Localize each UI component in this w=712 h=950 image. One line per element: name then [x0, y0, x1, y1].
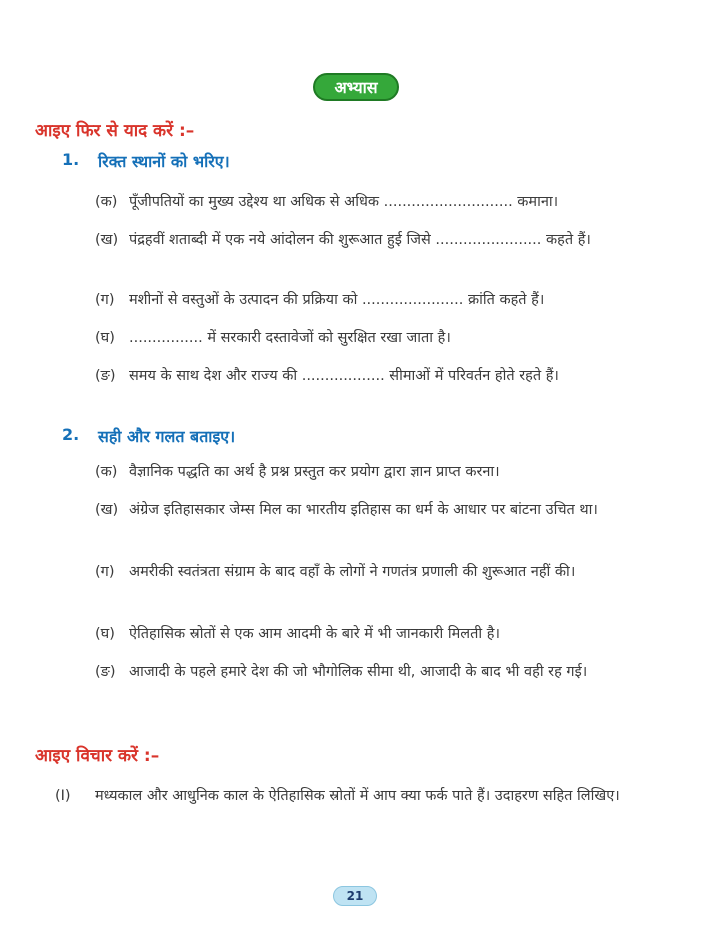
item-marker: (ख) [95, 502, 119, 518]
list-item [95, 364, 665, 388]
item-text: अमरीकी स्वतंत्रता संग्राम के बाद वहाँ के लोगों ने गणतंत्र प्रणाली की शुरूआत नहीं की। [129, 564, 576, 580]
item-text: मशीनों से वस्तुओं के उत्पादन की प्रक्रिया को ...................... क्रांति कहते हैं। [129, 292, 545, 308]
list-item [95, 498, 665, 522]
list-item [95, 326, 665, 350]
item-marker: (क) [95, 194, 118, 210]
list-item [95, 460, 665, 484]
item-text: अंग्रेज इतिहासकार जेम्स मिल का भारतीय इतिहास का धर्म के आधार पर बांटना उचित था। [129, 502, 598, 518]
item-text: समय के साथ देश और राज्य की .................. सीमाओं में परिवर्तन होते रहते हैं। [129, 368, 559, 384]
item-marker: (घ) [95, 626, 115, 642]
list-item [55, 784, 665, 809]
list-item [95, 660, 665, 684]
question-title: रिक्त स्थानों को भरिए। [98, 152, 230, 171]
list-item [95, 190, 665, 214]
item-marker: (घ) [95, 330, 115, 346]
item-text: पंद्रहवीं शताब्दी में एक नये आंदोलन की शुरूआत हुई जिसे ....................... कहते हैं। [129, 232, 591, 248]
item-marker: (ग) [95, 564, 115, 580]
list-item [95, 622, 665, 646]
list-item [95, 560, 665, 584]
think-heading: आइए विचार करें :– [35, 746, 160, 766]
list-item [95, 228, 665, 252]
item-marker: (ग) [95, 292, 115, 308]
item-marker: (ङ) [95, 368, 116, 384]
item-marker: (क) [95, 464, 118, 480]
list-item [95, 288, 665, 312]
item-marker: (ख) [95, 232, 119, 248]
item-text: ................ में सरकारी दस्तावेजों को सुरक्षित रखा जाता है। [129, 330, 451, 346]
question-title: सही और गलत बताइए। [98, 427, 236, 446]
recall-heading: आइए फिर से याद करें :– [35, 121, 195, 141]
question-1-heading [62, 150, 230, 172]
page-number: 21 [333, 886, 377, 906]
item-marker: (I) [55, 788, 71, 804]
question-number: 2. [62, 425, 80, 444]
item-text: ऐतिहासिक स्रोतों से एक आम आदमी के बारे में भी जानकारी मिलती है। [129, 626, 500, 642]
item-marker: (ङ) [95, 664, 116, 680]
item-text: वैज्ञानिक पद्धति का अर्थ है प्रश्न प्रस्तुत कर प्रयोग द्वारा ज्ञान प्राप्त करना। [129, 464, 500, 480]
exercise-badge: अभ्यास [313, 73, 399, 101]
question-2-heading [62, 425, 235, 447]
item-text: मध्यकाल और आधुनिक काल के ऐतिहासिक स्रोतों में आप क्या फर्क पाते हैं। उदाहरण सहित लिखिए। [95, 788, 620, 804]
item-text: पूँजीपतियों का मुख्य उद्देश्य था अधिक से अधिक ............................ कमाना। [129, 194, 559, 210]
question-number: 1. [62, 150, 80, 169]
item-text: आजादी के पहले हमारे देश की जो भौगोलिक सीमा थी, आजादी के बाद भी वही रह गई। [129, 664, 588, 680]
